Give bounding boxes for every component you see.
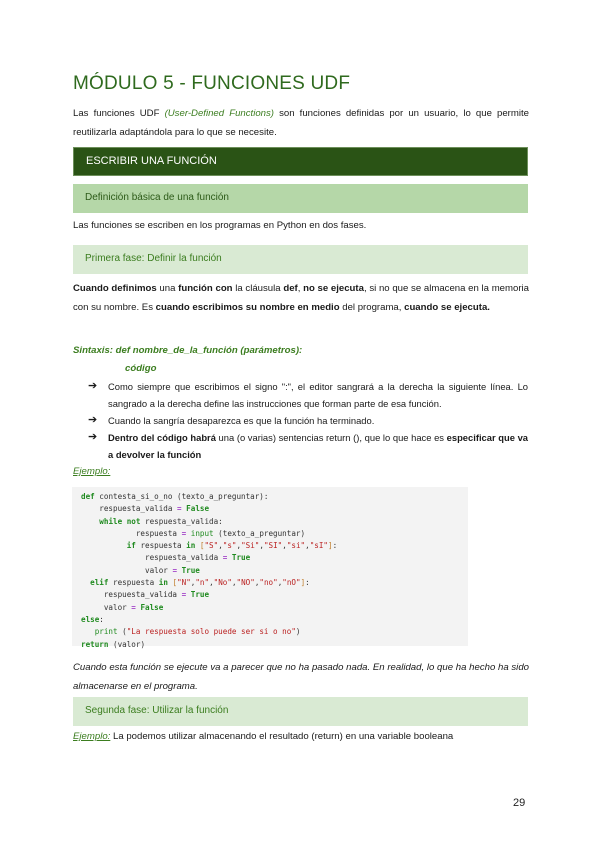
text: del programa, [339, 302, 405, 313]
bullet-item [88, 429, 528, 463]
section-header-label: ESCRIBIR UNA FUNCIÓN [86, 155, 217, 167]
text: , si no que se almacena en la memoria con su nombre. Es [73, 283, 530, 313]
bullet-text: Como siempre que escribimos el signo ":", el editor sangrará a la derecha la siguiente línea. Lo sangrado a la derecha define las instrucciones que forman parte de esa función. [108, 381, 528, 409]
bullet-text: una (o varias) sentencias return (), que lo que hace es [215, 432, 447, 443]
text-bold: cuando se ejecuta. [404, 302, 490, 313]
two-phases-text: Las funciones se escriben en los programas en Python en dos fases. [73, 220, 367, 231]
syntax-line: Sintaxis: def nombre_de_la_función (parámetros): [73, 345, 303, 356]
code-line: if respuesta in ["S","s","Si","SI","si","sI"]: [126, 541, 338, 551]
text: , [297, 283, 304, 294]
bullet-item [88, 412, 528, 429]
phase2-header-label: Segunda fase: Utilizar la función [85, 705, 229, 716]
example-label: Ejemplo: [73, 731, 111, 742]
code-line: return (valor) [81, 639, 146, 649]
code-block [72, 487, 468, 649]
code-line: print ("La respuesta solo puede ser si o no") [94, 627, 301, 637]
code-line: respuesta_valida = True [81, 590, 210, 600]
example-label: Ejemplo: [73, 466, 111, 477]
arrow-icon: ➔ [88, 414, 98, 426]
page-title: MÓDULO 5 - FUNCIONES UDF [73, 73, 351, 94]
arrow-icon: ➔ [88, 431, 98, 443]
text-bold: Cuando definimos [73, 283, 157, 294]
bullet-item [88, 378, 528, 412]
phase1-header [73, 245, 528, 274]
code-line: valor = True [81, 565, 200, 575]
syntax-code-line: código [125, 363, 157, 374]
section-header [73, 147, 528, 176]
phase2-header [73, 697, 528, 726]
text-bold: función con [178, 283, 233, 294]
bullet-text-bold: Dentro del código habrá [108, 432, 216, 443]
code-line: elif respuesta in ["N","n","No","NO","no","nO"]: [90, 578, 310, 588]
subsection-header [73, 184, 528, 213]
code-line: respuesta = input (texto_a_preguntar) [81, 528, 306, 538]
intro-text-pre: Las funciones UDF [73, 108, 165, 119]
example-text: La podemos utilizar almacenando el resultado (return) en una variable booleana [110, 731, 454, 742]
text-bold: def [283, 283, 298, 294]
phase1-header-label: Primera fase: Definir la función [85, 253, 222, 264]
text: la cláusula [232, 283, 284, 294]
text-bold: no se ejecuta [303, 283, 364, 294]
code-line: while not respuesta_valida: [99, 516, 223, 526]
code-line: respuesta_valida = True [81, 553, 251, 563]
code-line: valor = False [81, 602, 164, 612]
after-code-text: Cuando esta función se ejecute va a parecer que no ha pasado nada. En realidad, lo que ha hecho ha sido almacenarse en el programa. [73, 662, 529, 692]
bullet-list [88, 378, 528, 463]
code-line: def contesta_si_o_no (texto_a_preguntar): [81, 492, 269, 501]
intro-emphasis: (User-Defined Functions) [164, 108, 274, 119]
text: una [156, 283, 179, 294]
bullet-text-bold: especificar que va a devolver la función [108, 432, 528, 460]
page-number: 29 [513, 797, 526, 809]
bullet-text: Cuando la sangría desaparezca es que la función ha terminado. [108, 415, 375, 426]
phase1-paragraph [73, 279, 529, 317]
syntax-block [73, 342, 302, 378]
intro-text-post: son funciones definidas por un usuario, lo que permite reutilizarla adaptándola para lo que se necesite. [73, 108, 529, 138]
arrow-icon: ➔ [88, 380, 98, 392]
text-bold: cuando escribimos su nombre en medio [155, 302, 340, 313]
intro-paragraph [73, 104, 529, 142]
subsection-header-label: Definición básica de una función [85, 192, 229, 203]
phase2-example [73, 731, 453, 742]
code-line: respuesta_valida = False [81, 504, 210, 514]
code-line: else: [81, 614, 104, 624]
